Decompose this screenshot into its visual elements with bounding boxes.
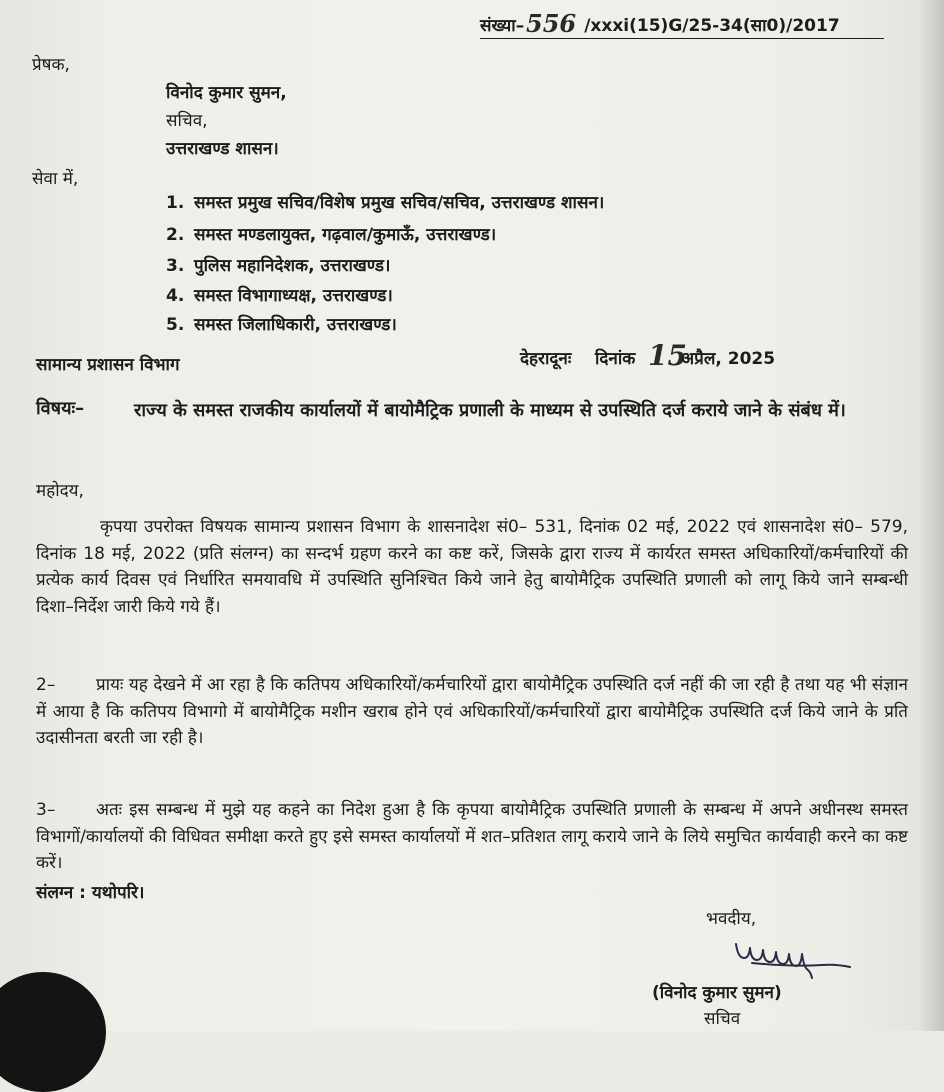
paragraph-number: 3– (36, 800, 56, 820)
paragraph-text: अतः इस सम्बन्ध में मुझे यह कहने का निदेश हुआ है कि कृपया बायोमैट्रिक उपस्थिति प्रणाली के सम्बन्ध में अपने अधीनस्थ समस्त विभागों/कार्यालयों की विधिवत समीक्षा करते हुए इसे समस्त कार्यालयों में शत–प्रतिशत लागू कराये जाने के लिये समुचित कार्यवाही करने का कष्ट करें। (36, 800, 908, 873)
sender-designation: सचिव, (166, 111, 208, 131)
page-edge-shadow (918, 0, 944, 1031)
recipient-number: 4. (166, 286, 185, 306)
reference-prefix: संख्या– (480, 16, 525, 36)
department-name: सामान्य प्रशासन विभाग (36, 355, 180, 375)
recipient-number: 2. (166, 225, 185, 245)
signature (728, 932, 858, 974)
closing-name: (विनोद कुमार सुमन) (652, 983, 782, 1003)
recipient-item (166, 283, 393, 306)
paragraph-3 (36, 797, 908, 877)
valediction: भवदीय, (706, 909, 757, 929)
subject-text: राज्य के समस्त राजकीय कार्यालयों में बायोमैट्रिक प्रणाली के माध्यम से उपस्थिति दर्ज कराये जाने के संबंध में। (134, 400, 846, 421)
recipient-text: समस्त जिलाधिकारी, उत्तराखण्ड। (194, 315, 397, 335)
paragraph-2 (36, 672, 908, 752)
sender-office: उत्तराखण्ड शासन। (166, 139, 279, 159)
recipient-number: 3. (166, 256, 185, 276)
photo-obstruction (0, 972, 106, 1092)
handwritten-day (647, 339, 688, 372)
recipients-label: सेवा में, (32, 169, 79, 189)
date-label: दिनांक (595, 349, 636, 369)
handwritten-reference-number (524, 9, 584, 38)
sender-name: विनोद कुमार सुमन, (166, 83, 287, 103)
date-place: देहरादूनः (520, 349, 572, 369)
recipient-item (166, 222, 496, 245)
paragraph-1 (36, 514, 908, 620)
recipient-text: समस्त विभागाध्यक्ष, उत्तराखण्ड। (194, 286, 393, 306)
enclosure-note: संलग्न : यथोपरि। (36, 883, 145, 903)
recipient-item (166, 312, 397, 335)
paragraph-text: प्रायः यह देखने में आ रहा है कि कतिपय अधिकारियों/कर्मचारियों द्वारा बायोमैट्रिक उपस्थिति दर्ज नहीं की जा रही है तथा यह भी संज्ञान में आया है कि कतिपय विभागो में बायोमैट्रिक मशीन खराब होने एवं अधिकारियों/कर्मचारियों द्वारा बायोमैट्रिक उपस्थिति दर्ज किये जाने के प्रति उदासीनता बरती जा रही है। (36, 675, 908, 748)
salutation: महोदय, (36, 481, 84, 501)
reference-number (480, 9, 884, 39)
recipient-number: 1. (166, 193, 185, 213)
sender-label: प्रेषक, (32, 55, 70, 75)
subject-label: विषयः– (36, 398, 85, 419)
recipient-text: समस्त प्रमुख सचिव/विशेष प्रमुख सचिव/सचिव, उत्तराखण्ड शासन। (194, 193, 605, 213)
recipient-item (166, 190, 604, 213)
paragraph-text: कृपया उपरोक्त विषयक सामान्य प्रशासन विभाग के शासनादेश सं0– 531, दिनांक 02 मई, 2022 एवं शासनादेश सं0– 579, दिनांक 18 मई, 2022 (प्रति संलग्न) का सन्दर्भ ग्रहण करने का कष्ट करें, जिसके द्वारा राज्य में कार्यरत समस्त अधिकारियों/कर्मचारियों की प्रत्येक कार्य दिवस एवं निर्धारित समयावधि में उपस्थिति सुनिश्चित किये जाने हेतु बायोमैट्रिक उपस्थिति प्रणाली को लागू किये जाने सम्बन्धी दिशा–निर्देश जारी किये गये हैं। (36, 517, 908, 617)
letter-date (520, 339, 776, 372)
recipient-text: पुलिस महानिदेशक, उत्तराखण्ड। (194, 256, 391, 276)
recipient-number: 5. (166, 315, 185, 335)
closing-designation: सचिव (704, 1009, 741, 1029)
paragraph-number: 2– (36, 675, 56, 695)
handwritten-reference-text: 556 (526, 9, 577, 38)
recipient-text: समस्त मण्डलायुक्त, गढ़वाल/कुमाऊँ, उत्तराखण्ड। (194, 225, 497, 245)
reference-suffix: /xxxi(15)G/25-34(सा0)/2017 (584, 16, 840, 36)
recipient-item (166, 253, 390, 276)
date-month-year: अप्रैल, 2025 (681, 349, 776, 369)
handwritten-day-text: 15 (648, 339, 688, 372)
